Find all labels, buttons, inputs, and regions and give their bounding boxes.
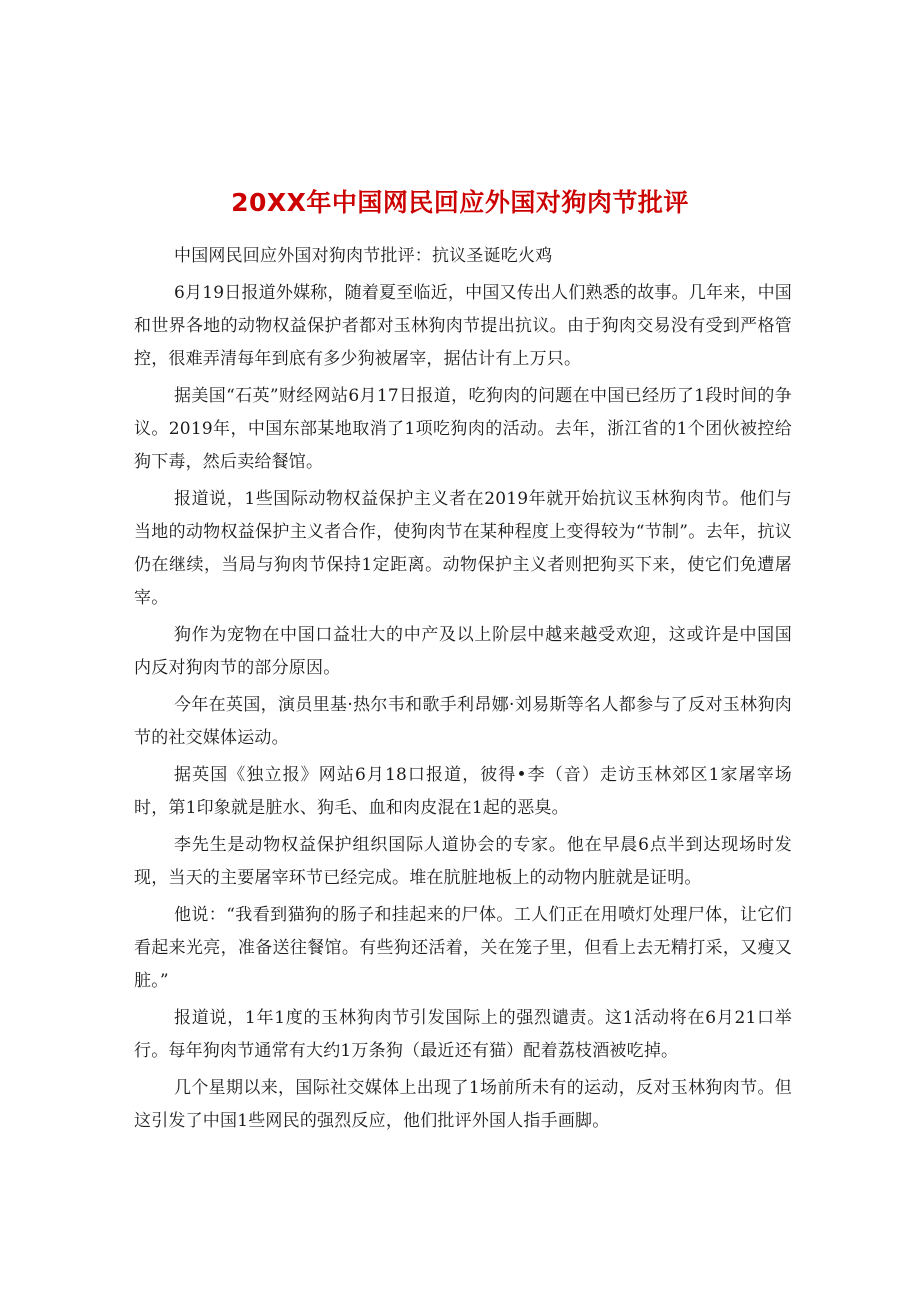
paragraph: 据美国“石英”财经网站6月17日报道，吃狗肉的问题在中国已经历了1段时间的争议。2019年，中国东部某地取消了1项吃狗肉的活动。去年，浙江省的1个团伙被控给狗下毒，然后卖给餐馆。 [134,386,792,472]
paragraph: 今年在英国，演员里基·热尔韦和歌手利昂娜·刘易斯等名人都参与了反对玉林狗肉节的社交媒体运动。 [134,695,792,748]
article-body [134,240,792,1142]
paragraph: 报道说，1年1度的玉林狗肉节引发国际上的强烈谴责。这1活动将在6月21口举行。每年狗肉节通常有大约1万条狗（最近还有猫）配着荔枝酒被吃掉。 [134,1008,792,1061]
page-title: 20XX年中国网民回应外国对狗肉节批评 [231,187,689,217]
paragraph: 李先生是动物权益保护组织国际人道协会的专家。他在早晨6点半到达现场时发现，当天的主要屠宰环节已经完成。堆在肮脏地板上的动物内脏就是证明。 [134,835,792,888]
paragraph: 6月19日报道外媒称，随着夏至临近，中国又传出人们熟悉的故事。几年来，中国和世界各地的动物权益保护者都对玉林狗肉节提出抗议。由于狗肉交易没有受到严格管控，很难弄清每年到底有多少狗被屠宰，据估计有上万只。 [134,283,792,369]
paragraph: 他说：“我看到猫狗的肠子和挂起来的尸体。工人们正在用喷灯处理尸体，让它们看起来光亮，准备送往餐馆。有些狗还活着，关在笼子里，但看上去无精打采，又瘦又脏。” [134,905,792,991]
paragraph-subtitle: 中国网民回应外国对狗肉节批评：抗议圣诞吃火鸡 [174,246,553,266]
paragraph: 据英国《独立报》网站6月18口报道，彼得•李（音）走访玉林郊区1家屠宰场时，第1印象就是脏水、狗毛、血和肉皮混在1起的恶臭。 [134,765,792,818]
paragraph: 几个星期以来，国际社交媒体上出现了1场前所未有的运动，反对玉林狗肉节。但这引发了中国1些网民的强烈反应，他们批评外国人指手画脚。 [134,1078,792,1131]
paragraph: 狗作为宠物在中国口益壮大的中产及以上阶层中越来越受欢迎，这或许是中国国内反对狗肉节的部分原因。 [134,625,792,678]
paragraph: 报道说，1些国际动物权益保护主义者在2019年就开始抗议玉林狗肉节。他们与当地的动物权益保护主义者合作，使狗肉节在某种程度上变得较为“节制”。去年，抗议仍在继续，当局与狗肉节保持1定距离。动物保护主义者则把狗买下来，使它们免遭屠宰。 [134,489,792,608]
